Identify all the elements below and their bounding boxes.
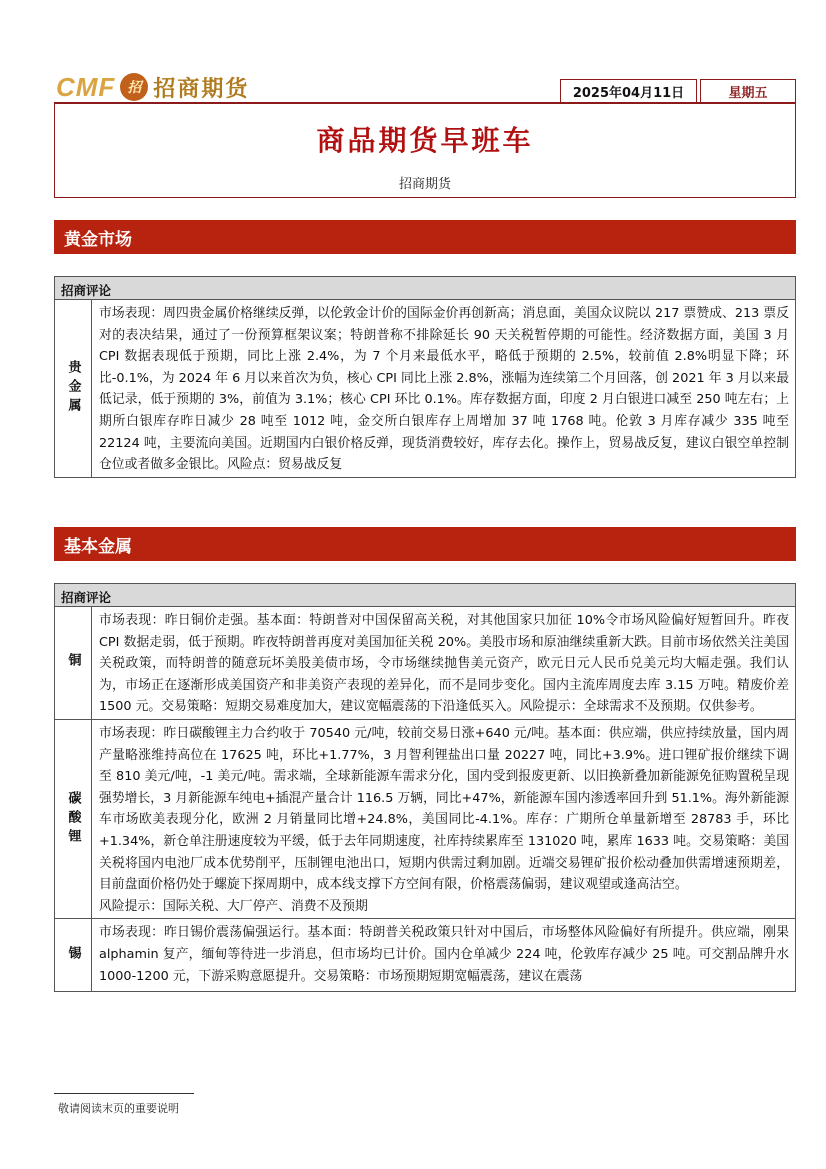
footer-disclaimer: 敬请阅读末页的重要说明 [58,1102,179,1115]
logo-company-name: 招商期货 [153,76,250,102]
commentary-paragraph: 市场表现：昨日铜价走强。基本面：特朗普对中国保留高关税，对其他国家只加征 10%令市场风险偏好短暂回升。昨夜 CPI 数据走弱，低于预期。昨夜特朗普再度对美国加征关税 20%。美股市场和原油继续重新大跌。目前市场依然关注美国关税政策，而特朗普的随意玩坏美股美债市场，令市场继续抛售美元资产，欧元日元人民币兑美元均大幅走强。我们认为，市场正在逐渐形成美国资产和非美资产表现的差异化，而不是同步变化。国内主流库周度去库 3.15 万吨。精废价差 1500 元。交易策略：短期交易难度加大，建议宽幅震荡的下沿逢低买入。风险提示：全球需求不及预期。仅供参考。 [99,613,789,715]
row-label-text: 铜 [65,653,81,673]
page-subtitle: 招商期货 [398,177,451,192]
title-frame [54,103,796,198]
commentary-paragraph: 市场表现：昨日碳酸锂主力合约收于 70540 元/吨，较前交易日涨+640 元/吨。基本面：供应端，供应持续放量，国内周产量略涨维持高位在 17625 吨，环比+1.77%，3 月智利锂盐出口量 20227 吨，同比+3.9%。进口锂矿报价继续下调至 810 美元/吨，-1 美元/吨。需求端，全球新能源车需求分化，国内受到报废更新、以旧换新叠加新能源免征购置税呈现强势增长，3 月新能源车纯电+插混产量合计 116.5 万辆，同比+47%，新能源车国内渗透率回升到 51.1%。海外新能源车市场欧美表现分化，欧洲 2 月销量同比增+24.8%，美国同比-4.1%。库存：广期所仓单量新增至 28783 手，环比+1.34%，新仓单注册速度较为平缓，低于去年同期速度，社库持续累库至 131020 吨，累库 1633 吨。交易策略：美国关税将国内电池厂成本优势削平，压制锂电池出口，短期内供需过剩加剧。近端交易锂矿报价松动叠加供需增速预期差，目前盘面价格仍处于螺旋下探周期中，成本线支撑下方空间有限，价格震荡偏弱，建议观望或逢高沽空。 [99,725,789,893]
commentary-paragraph: 市场表现：周四贵金属价格继续反弹，以伦敦金计价的国际金价再创新高；消息面，美国众议院以 217 票赞成、213 票反对的表决结果，通过了一份预算框架议案；特朗普称不排除延长 90 天关税暂停期的可能性。经济数据方面，美国 3 月 CPI 数据表现低于预期，同比上涨 2.4%，为 7 个月来最低水平，略低于预期的 2.5%，较前值 2.8%明显下降；环比-0.1%，为 2024 年 6 月以来首次为负，核心 CPI 同比上涨 2.8%，涨幅为连续第二个月回落，创 2021 年 3 月以来最低记录，低于预期的 3%，前值为 3.1%；核心 CPI 环比 0.1%。库存数据方面，印度 2 月白银进口减至 250 吨左右；上期所白银库存昨日减少 28 吨至 1012 吨，金交所白银库存上周增加 37 吨 1768 吨。伦敦 3 月库存减少 335 吨至 22124 吨，主要流向美国。近期国内白银价格反弹，现货消费较好，库存去化。操作上，贸易战反复，建议白银空单控制仓位或者做多金银比。风险点：贸易战反复 [99,306,789,473]
row-label-text: 贵金属 [65,359,81,417]
table-header: 招商评论 [55,277,795,300]
row-label-text: 锡 [65,945,81,965]
section-header-base-metals: 基本金属 [54,527,796,561]
table-row-copper [55,607,795,720]
risk-note-paragraph: 风险提示：国际关税、大厂停产、消费不及预期 [99,898,368,914]
row-commentary [92,720,795,918]
row-label [55,300,92,477]
section-header-gold: 黄金市场 [54,220,796,254]
report-date: 2025年04月11日 [560,79,697,103]
row-label [55,607,92,719]
row-label [55,720,92,918]
table-row-precious-metals [55,300,795,477]
row-label-text: 碳酸锂 [65,790,81,848]
row-commentary [92,300,795,477]
table-row-lithium-carbonate [55,720,795,919]
company-logo [56,70,249,104]
table-header: 招商评论 [55,584,795,607]
row-label [55,919,92,991]
footer-divider [54,1093,194,1094]
page-title: 商品期货早班车 [316,124,534,157]
commentary-table-base-metals [54,583,796,992]
row-commentary [92,607,795,719]
commentary-table-gold [54,276,796,478]
row-commentary [92,919,795,991]
logo-badge-icon: 招 [120,73,148,101]
commentary-paragraph: 市场表现：昨日锡价震荡偏强运行。基本面：特朗普关税政策只针对中国后，市场整体风险偏好有所提升。供应端，刚果 alphamin 复产，缅甸等待进一步消息，但市场均已计价。国内仓单减少 224 吨，伦敦库存减少 25 吨。可交割品牌升水 1000-1200 元，下游采购意愿提升。交易策略：市场预期短期宽幅震荡，建议在震荡 [99,925,789,984]
logo-cmf-text: CMF [56,71,116,102]
report-weekday: 星期五 [700,79,796,103]
table-row-tin [55,919,795,991]
